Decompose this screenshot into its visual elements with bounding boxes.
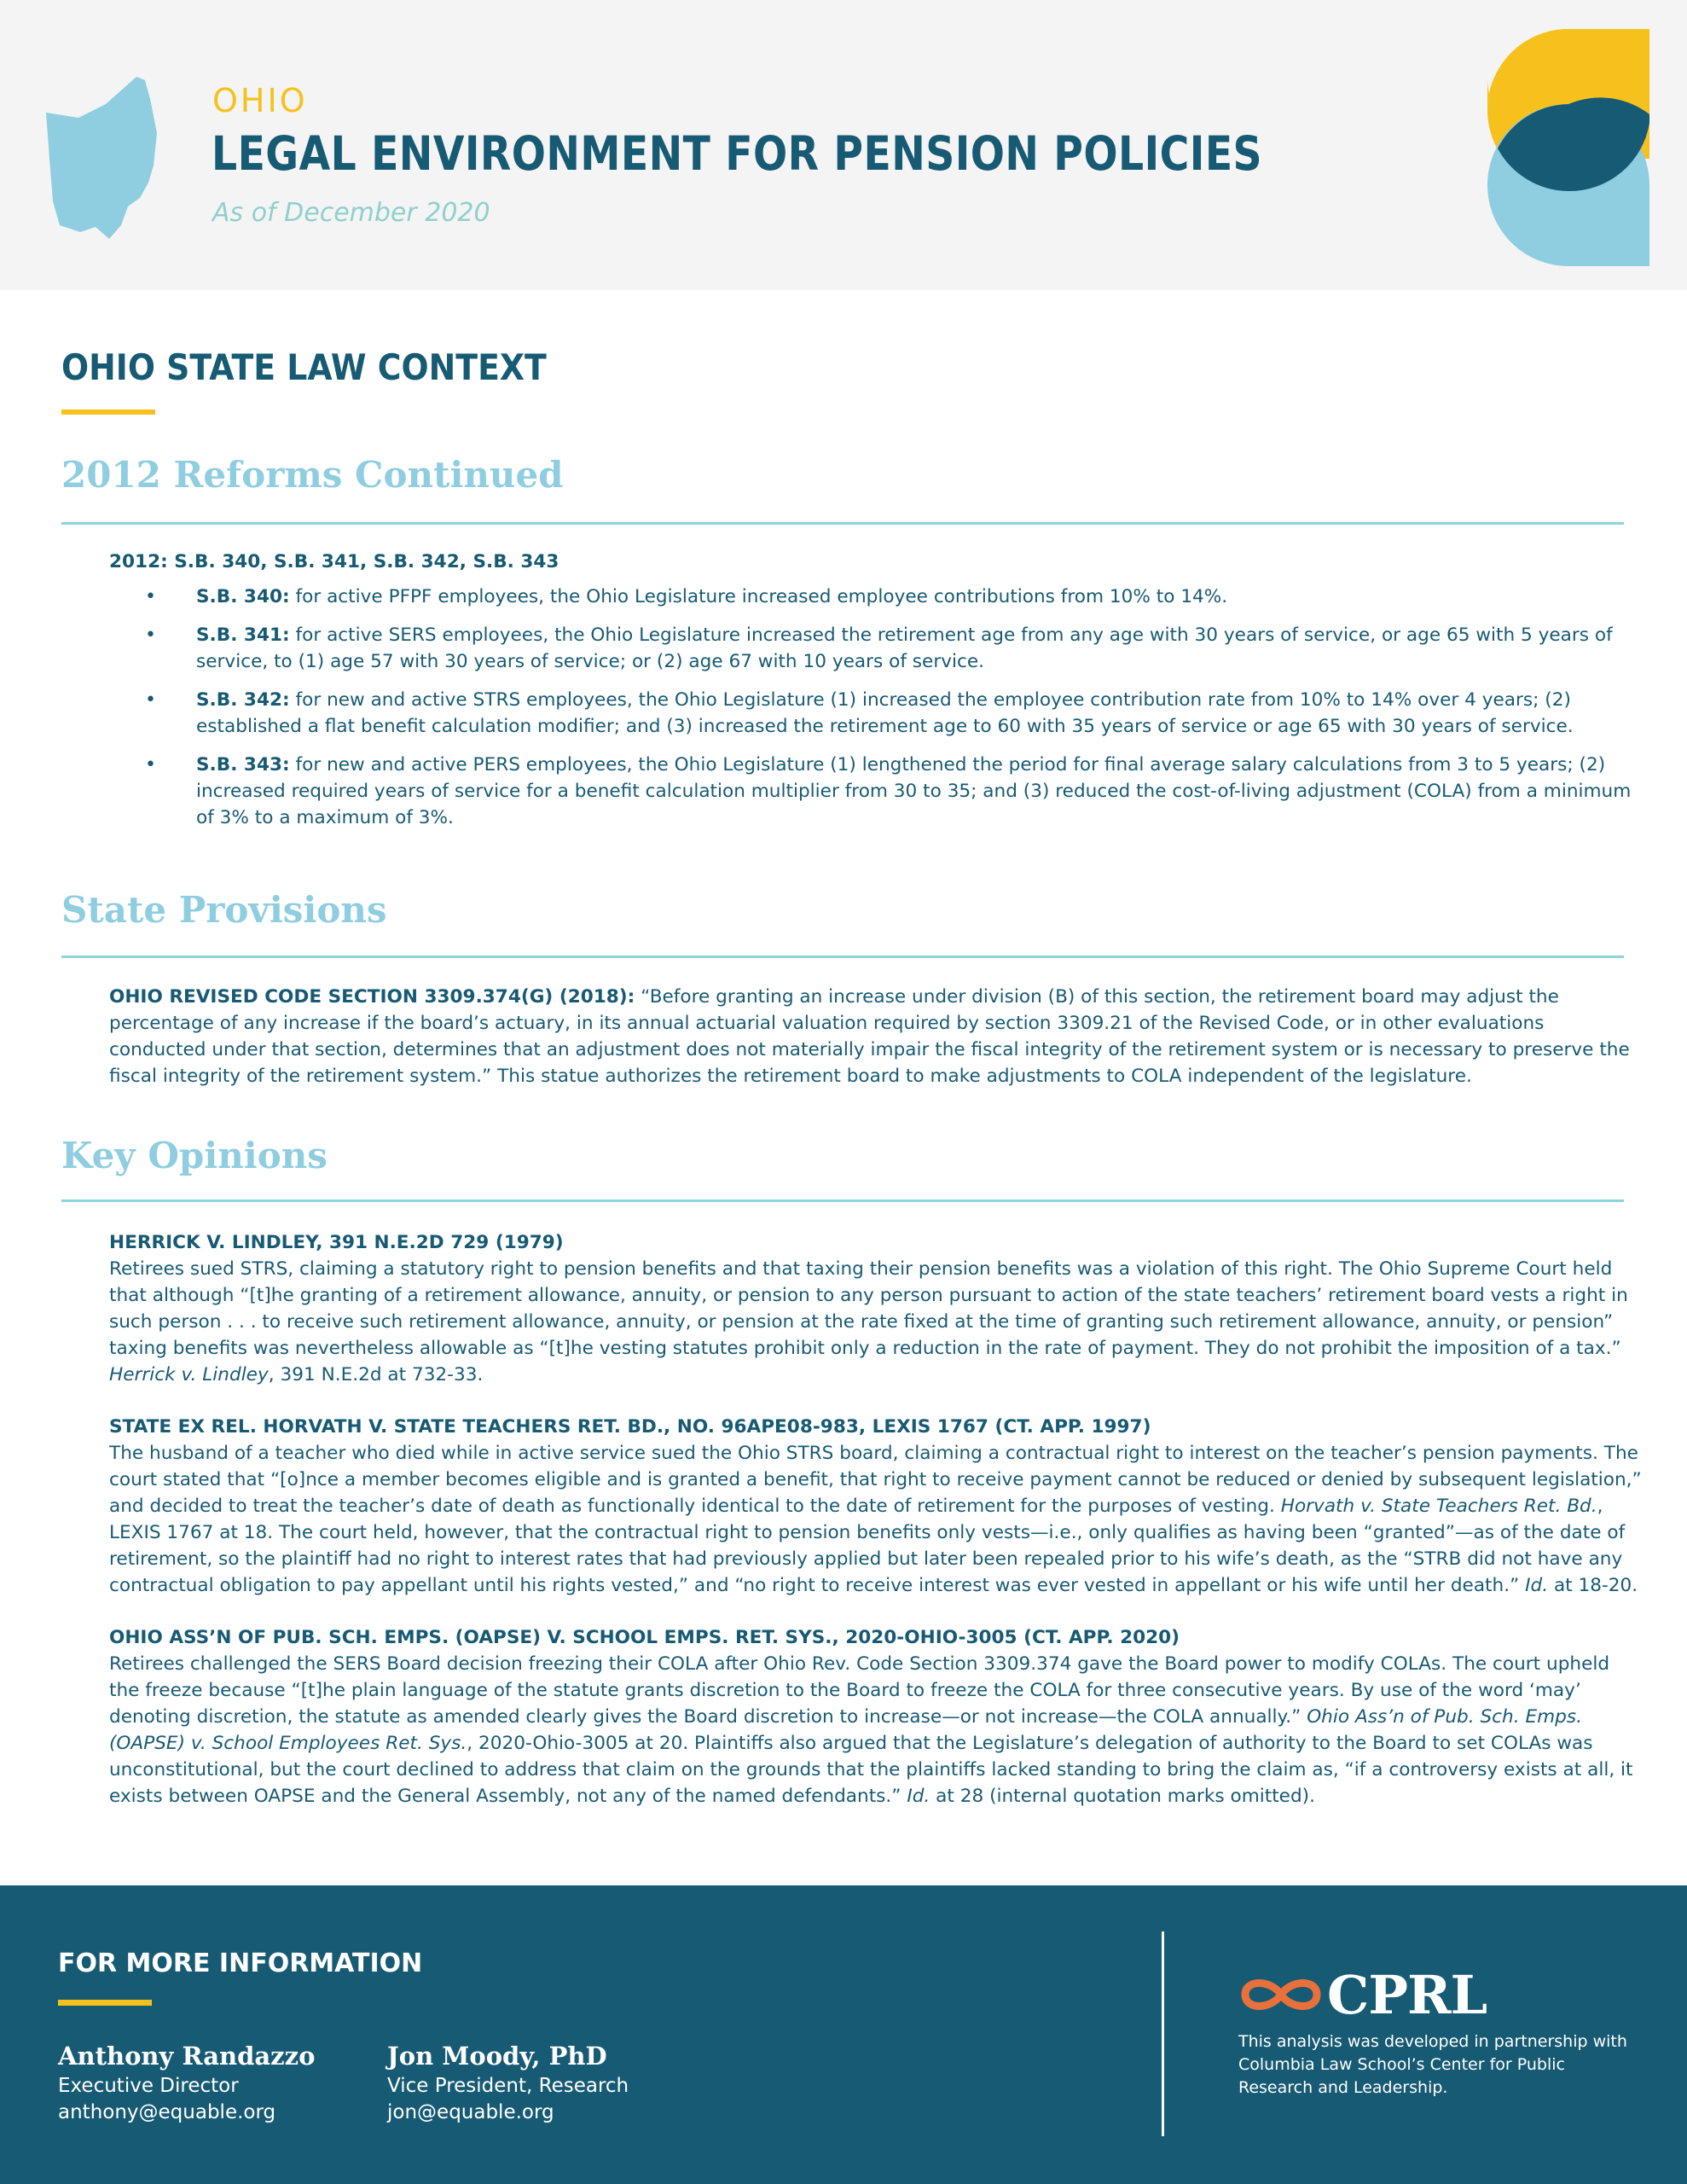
equable-logo-icon (1487, 29, 1649, 266)
case-entry (109, 1624, 1644, 1809)
document-title: LEGAL ENVIRONMENT FOR PENSION POLICIES (212, 126, 1263, 181)
case-body: Retirees challenged the SERS Board decision freezing their COLA after Ohio Rev. Code Section 3309.374 gave the Board power to modify COLAs. The court upheld the freeze because “[t]he plain language of the statute grants discretion to the Board to freeze the COLA for three consecutive years. By use of the word ‘may’ denoting discretion, the statute as amended clearly gives the Board discretion to increase—or not increase—the COLA annually.” Ohio Ass’n of Pub. Sch. Emps. (OAPSE) v. School Employees Ret. Sys., 2020-Ohio-3005 at 20. Plaintiffs also argued that the Legislature’s delegation of authority to the Board to set COLAs was unconstitutional, but the court declined to address that claim on the grounds that the plaintiffs lacked standing to bring the claim as, “if a controversy exists at all, it exists between OAPSE and the General Assembly, not any of the named defendants.” Id. at 28 (internal quotation marks omitted). (109, 1653, 1633, 1807)
section-divider (61, 522, 1624, 525)
bill-item: • S.B. 343: for new and active PERS employees, the Ohio Legislature (1) lengthened the period for final average salary calculations from 3 to 5 years; (2) increased required years of service for a benefit calculation multiplier from 30 to 35; and (3) reduced the cost-of-living adjustment (COLA) from a minimum of 3% to a maximum of 3%. (109, 752, 1644, 831)
kicker-accent-bar (61, 410, 155, 415)
footer-divider (1162, 1931, 1164, 2136)
contact-role: Vice President, Research (387, 2075, 629, 2097)
bill-item: • S.B. 342: for new and active STRS employees, the Ohio Legislature (1) increased the employee contribution rate from 10% to 14% over 4 years; (2) established a flat benefit calculation modifier; and (3) increased the retirement age to 60 with 35 years of service or age 65 with 30 years of service. (109, 687, 1644, 740)
reforms-subheading: 2012: S.B. 340, S.B. 341, S.B. 342, S.B. 343 (109, 551, 559, 572)
contact-name: Anthony Randazzo (58, 2042, 316, 2071)
partnership-note: This analysis was developed in partnership with Columbia Law School’s Center for Public Research and Leadership. (1238, 2032, 1627, 2097)
page-footer (0, 1885, 1687, 2184)
opinions-block (109, 1229, 1644, 1835)
case-title: OHIO ASS’N OF PUB. SCH. EMPS. (OAPSE) V. SCHOOL EMPS. RET. SYS., 2020-OHIO-3005 (CT. APP. 2020) (109, 1627, 1180, 1648)
page-header (0, 0, 1687, 290)
reforms-heading: 2012 Reforms Continued (61, 454, 564, 496)
provision-text: “Before granting an increase under division (B) of this section, the retirement board may adjust the percentage of any increase if the board’s actuary, in its annual actuarial valuation required by section 3309.21 of the Revised Code, or in other evaluations conducted under that section, determines that an adjustment does not materially impair the fiscal integrity of the retirement system or is necessary to preserve the fiscal integrity of the retirement system.” This statue authorizes the retirement board to make adjustments to COLA independent of the legislature. (109, 986, 1630, 1087)
case-title: STATE EX REL. HORVATH V. STATE TEACHERS RET. BD., NO. 96APE08-983, LEXIS 1767 (CT. APP. 1997) (109, 1416, 1151, 1438)
case-body: The husband of a teacher who died while in active service sued the Ohio STRS board, claiming a contractual right to interest on the teacher’s pension payments. The court stated that “[o]nce a member becomes eligible and is granted a benefit, that right to receive payment cannot be reduced or denied by subsequent legislation,” and decided to treat the teacher’s date of death as functionally identical to the date of retirement for the purposes of vesting. Horvath v. State Teachers Ret. Bd., LEXIS 1767 at 18. The court held, however, that the contractual right to pension benefits only vests—i.e., only qualifies as having been “granted”—as of the date of retirement, so the plaintiff had no right to interest rates that had previously applied but later been repealed prior to his wife’s death, as the “STRB did not have any contractual obligation to pay appellant until his rights vested,” and “no right to receive interest was ever vested in appellant or his wife until her death.” Id. at 18-20. (109, 1443, 1642, 1596)
state-label: OHIO (212, 82, 308, 119)
opinions-heading: Key Opinions (61, 1135, 328, 1176)
contact-name: Jon Moody, PhD (387, 2042, 607, 2071)
footer-accent-bar (58, 2000, 152, 2006)
reforms-block (109, 549, 1644, 843)
bill-item: • S.B. 340: for active PFPF employees, the Ohio Legislature increased employee contributions from 10% to 14%. (109, 584, 1644, 610)
section-divider (61, 956, 1624, 958)
contact-card (387, 2039, 629, 2126)
case-title: HERRICK V. LINDLEY, 391 N.E.2D 729 (1979) (109, 1232, 564, 1253)
bill-item: • S.B. 341: for active SERS employees, the Ohio Legislature increased the retirement age from any age with 30 years of service, or age 65 with 5 years of service, to (1) age 57 with 30 years of service; or (2) age 67 with 10 years of service. (109, 622, 1644, 675)
cprl-logo-text: CPRL (1327, 1964, 1487, 2026)
case-entry (109, 1229, 1644, 1388)
bill-list (109, 584, 1644, 831)
contact-card (58, 2039, 315, 2126)
contact-email[interactable]: jon@equable.org (387, 2101, 554, 2123)
provision-label: OHIO REVISED CODE SECTION 3309.374(G) (2018): (109, 986, 635, 1008)
provisions-heading: State Provisions (61, 889, 387, 931)
case-body: Retirees sued STRS, claiming a statutory right to pension benefits and that taxing their pension benefits was a violation of this right. The Ohio Supreme Court held that although “[t]he granting of a retirement allowance, annuity, or pension to any person pursuant to action of the state teachers’ retirement board vests a right in such person . . . to receive such retirement allowance, annuity, or pension at the rate fixed at the time of granting such retirement allowance, annuity, or pension” taxing benefits was nevertheless allowable as “[t]he vesting statutes prohibit only a reduction in the rate of payment. They do not prohibit the imposition of a tax.” Herrick v. Lindley, 391 N.E.2d at 732-33. (109, 1258, 1628, 1385)
section-kicker: OHIO STATE LAW CONTEXT (61, 346, 547, 388)
provisions-block (109, 984, 1644, 1089)
case-entry (109, 1414, 1644, 1599)
footer-title: FOR MORE INFORMATION (58, 1949, 423, 1978)
document-date: As of December 2020 (212, 198, 490, 228)
ohio-map-icon (44, 73, 183, 241)
contact-role: Executive Director (58, 2075, 239, 2097)
section-divider (61, 1199, 1624, 1202)
contact-email[interactable]: anthony@equable.org (58, 2101, 276, 2123)
